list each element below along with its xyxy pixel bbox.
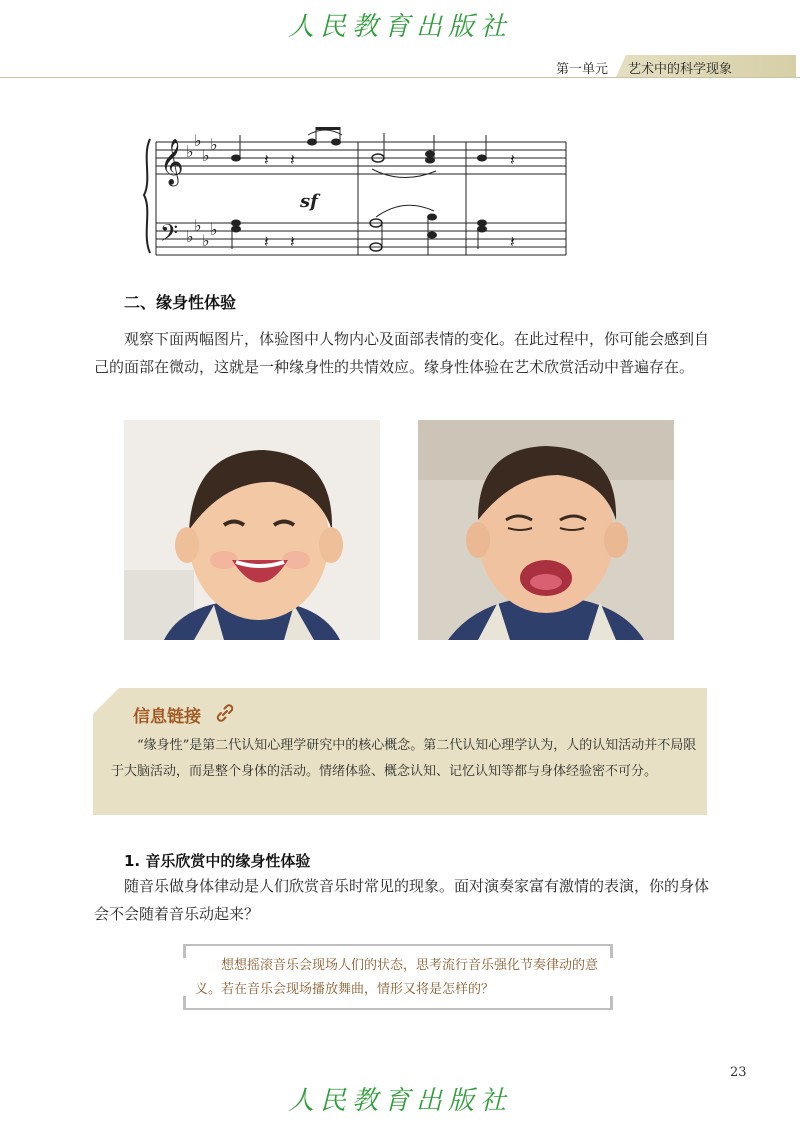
svg-text:𝄢: 𝄢	[160, 219, 179, 252]
svg-text:♭: ♭	[186, 227, 194, 246]
think-box	[183, 944, 613, 1010]
subsection-heading: 1. 音乐欣赏中的缘身性体验	[124, 852, 311, 870]
svg-text:𝄽: 𝄽	[510, 232, 515, 251]
svg-text:♭: ♭	[186, 142, 194, 161]
svg-text:𝄽: 𝄽	[290, 150, 295, 169]
photo-laughing-child	[124, 420, 380, 640]
svg-text:𝄽: 𝄽	[290, 232, 295, 251]
photo-crying-child	[418, 420, 674, 640]
svg-text:♭: ♭	[210, 135, 218, 154]
header-divider	[0, 77, 800, 78]
page-number: 23	[730, 1065, 747, 1080]
info-box-body: “缘身性”是第二代认知心理学研究中的核心概念。第二代认知心理学认为，人的认知活动并不局限于大脑活动，而是整个身体的活动。情绪体验、概念认知、记忆认知等都与身体经验密不可分。	[111, 738, 697, 779]
svg-text:♭: ♭	[210, 220, 218, 239]
publisher-logo-top: 人民教育出版社	[287, 12, 512, 42]
sheet-music	[140, 125, 570, 265]
svg-text:𝄽: 𝄽	[264, 232, 269, 251]
svg-text:♭: ♭	[202, 231, 210, 250]
subsection-paragraph: 随音乐做身体律动是人们欣赏音乐时常见的现象。面对演奏家富有激情的表演，你的身体会不会随着音乐动起来？	[94, 877, 710, 923]
svg-text:♭: ♭	[202, 146, 210, 165]
dynamic-marking: sf	[300, 191, 318, 212]
publisher-logo-bottom: 人民教育出版社	[287, 1086, 512, 1116]
section-paragraph: 观察下面两幅图片，体验图中人物内心及面部表情的变化。在此过程中，你可能会感到自己的面部在微动，这就是一种缘身性的共情效应。缘身性体验在艺术欣赏活动中普遍存在。	[94, 330, 710, 376]
link-icon	[214, 702, 236, 724]
info-box-title: 信息链接	[133, 707, 201, 727]
svg-text:𝄽: 𝄽	[510, 150, 515, 169]
unit-title: 艺术中的科学现象	[628, 62, 733, 77]
unit-label: 第一单元	[556, 62, 609, 77]
svg-text:♭: ♭	[194, 131, 202, 150]
think-box-text: 想想摇滚音乐会现场人们的状态，思考流行音乐强化节奏律动的意义。若在音乐会现场播放舞曲，情形又将是怎样的？	[195, 958, 599, 997]
svg-text:𝄽: 𝄽	[264, 150, 269, 169]
svg-text:𝄞: 𝄞	[160, 139, 184, 185]
svg-text:♭: ♭	[194, 216, 202, 235]
section-heading: 二、缘身性体验	[124, 293, 237, 312]
